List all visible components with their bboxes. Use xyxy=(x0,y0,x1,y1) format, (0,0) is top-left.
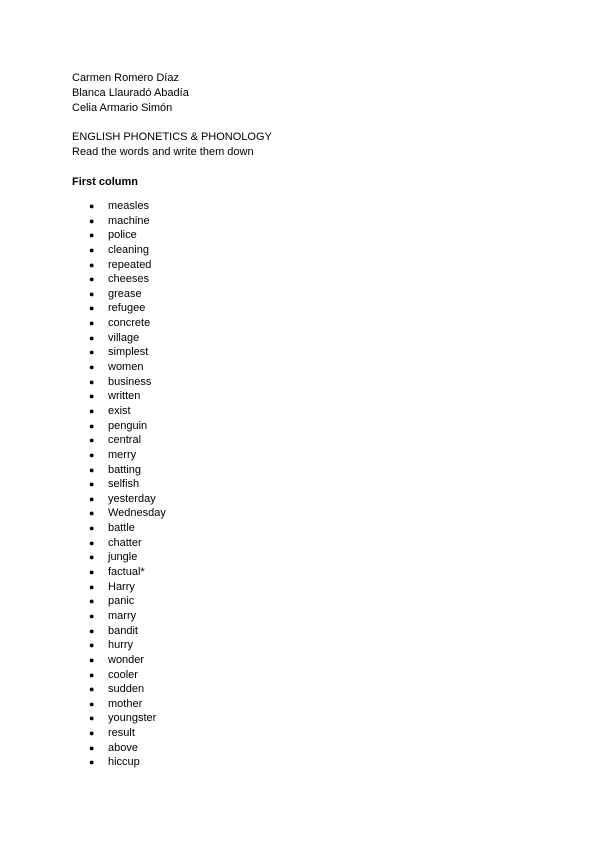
list-item xyxy=(72,697,166,712)
bullet-icon: ● xyxy=(89,728,95,739)
bullet-icon: ● xyxy=(89,640,95,651)
word-text: exist xyxy=(108,404,131,417)
list-item xyxy=(72,272,166,287)
word-text: cheeses xyxy=(108,273,149,286)
word-text: police xyxy=(108,229,137,242)
author-list xyxy=(72,71,189,116)
bullet-icon: ● xyxy=(89,479,95,490)
list-item xyxy=(72,521,166,536)
list-item xyxy=(72,580,166,595)
bullet-icon: ● xyxy=(89,259,95,270)
author-name: Carmen Romero Díaz xyxy=(72,72,179,84)
word-text: concrete xyxy=(108,317,151,330)
bullet-icon: ● xyxy=(89,757,95,768)
word-text: business xyxy=(108,375,152,388)
word-text: mother xyxy=(108,697,143,710)
list-item xyxy=(72,638,166,653)
list-item xyxy=(72,389,166,404)
word-text: result xyxy=(108,727,135,740)
list-item xyxy=(72,711,166,726)
bullet-icon: ● xyxy=(89,332,95,343)
list-item xyxy=(72,360,166,375)
word-text: batting xyxy=(108,463,142,476)
list-item xyxy=(72,609,166,624)
word-text: written xyxy=(108,390,141,403)
list-item xyxy=(72,594,166,609)
bullet-icon: ● xyxy=(89,493,95,504)
list-item xyxy=(72,419,166,434)
word-text: bandit xyxy=(108,624,138,637)
bullet-icon: ● xyxy=(89,669,95,680)
bullet-icon: ● xyxy=(89,523,95,534)
list-item xyxy=(72,492,166,507)
bullet-icon: ● xyxy=(89,610,95,621)
list-item xyxy=(72,331,166,346)
word-text: penguin xyxy=(108,419,148,432)
word-text: refugee xyxy=(108,302,146,315)
bullet-icon: ● xyxy=(89,201,95,211)
bullet-icon: ● xyxy=(89,405,95,416)
word-list xyxy=(72,199,166,770)
word-text: machine xyxy=(108,214,150,227)
list-item xyxy=(72,199,166,214)
list-item xyxy=(72,258,166,273)
list-item xyxy=(72,375,166,390)
word-text: village xyxy=(108,331,140,344)
word-text: above xyxy=(108,741,138,754)
bullet-icon: ● xyxy=(89,362,95,373)
list-item xyxy=(72,506,166,521)
word-text: panic xyxy=(108,595,135,608)
list-item xyxy=(72,668,166,683)
word-text: selfish xyxy=(108,478,140,491)
bullet-icon: ● xyxy=(89,288,95,299)
bullet-icon: ● xyxy=(89,391,95,402)
list-item xyxy=(72,624,166,639)
list-item xyxy=(72,477,166,492)
list-item xyxy=(72,463,166,478)
word-text: jungle xyxy=(108,551,138,564)
word-text: merry xyxy=(108,448,137,461)
bullet-icon: ● xyxy=(89,449,95,460)
list-item xyxy=(72,301,166,316)
list-item xyxy=(72,214,166,229)
word-text: repeated xyxy=(108,258,152,271)
word-text: Wednesday xyxy=(108,507,166,520)
bullet-icon: ● xyxy=(89,596,95,607)
list-item xyxy=(72,682,166,697)
word-text: simplest xyxy=(108,346,149,359)
author-name: Blanca Llauradó Abadía xyxy=(72,87,189,99)
word-text: chatter xyxy=(108,536,142,549)
word-text: hurry xyxy=(108,639,134,652)
bullet-icon: ● xyxy=(89,420,95,431)
word-text: cooler xyxy=(108,668,138,681)
list-item xyxy=(72,726,166,741)
word-text: wonder xyxy=(108,653,145,666)
list-item xyxy=(72,228,166,243)
bullet-icon: ● xyxy=(89,435,95,446)
word-text: measles xyxy=(108,200,149,212)
bullet-icon: ● xyxy=(89,684,95,695)
list-item xyxy=(72,433,166,448)
course-title: ENGLISH PHONETICS & PHONOLOGY xyxy=(72,131,272,143)
list-item xyxy=(72,550,166,565)
word-text: central xyxy=(108,434,142,447)
list-item xyxy=(72,404,166,419)
word-text: yesterday xyxy=(108,492,156,505)
word-text: women xyxy=(108,361,144,374)
word-text: sudden xyxy=(108,683,145,696)
list-item xyxy=(72,345,166,360)
author-name: Celia Armario Simón xyxy=(72,102,173,114)
bullet-icon: ● xyxy=(89,318,95,329)
bullet-icon: ● xyxy=(89,508,95,519)
list-item xyxy=(72,316,166,331)
bullet-icon: ● xyxy=(89,303,95,314)
bullet-icon: ● xyxy=(89,552,95,563)
instruction-text: Read the words and write them down xyxy=(72,146,254,158)
bullet-icon: ● xyxy=(89,625,95,636)
list-item xyxy=(72,243,166,258)
bullet-icon: ● xyxy=(89,713,95,724)
word-text: battle xyxy=(108,522,135,535)
word-text: Harry xyxy=(108,580,135,593)
word-text: marry xyxy=(108,609,137,622)
list-item xyxy=(72,536,166,551)
word-text: hiccup xyxy=(108,756,140,769)
list-item xyxy=(72,653,166,668)
bullet-icon: ● xyxy=(89,230,95,241)
word-text: grease xyxy=(108,287,142,300)
list-item xyxy=(72,741,166,756)
bullet-icon: ● xyxy=(89,376,95,387)
bullet-icon: ● xyxy=(89,537,95,548)
bullet-icon: ● xyxy=(89,581,95,592)
list-item xyxy=(72,448,166,463)
section-title: First column xyxy=(72,176,139,188)
bullet-icon: ● xyxy=(89,567,95,578)
list-item xyxy=(72,565,166,580)
bullet-icon: ● xyxy=(89,698,95,709)
bullet-icon: ● xyxy=(89,347,95,358)
bullet-icon: ● xyxy=(89,742,95,753)
bullet-icon: ● xyxy=(89,244,95,255)
document-heading xyxy=(72,130,272,160)
bullet-icon: ● xyxy=(89,464,95,475)
bullet-icon: ● xyxy=(89,215,95,226)
bullet-icon: ● xyxy=(89,654,95,665)
word-text: factual* xyxy=(108,566,145,579)
word-text: youngster xyxy=(108,712,157,725)
list-item xyxy=(72,755,166,770)
word-text: cleaning xyxy=(108,243,149,256)
list-item xyxy=(72,287,166,302)
bullet-icon: ● xyxy=(89,274,95,285)
